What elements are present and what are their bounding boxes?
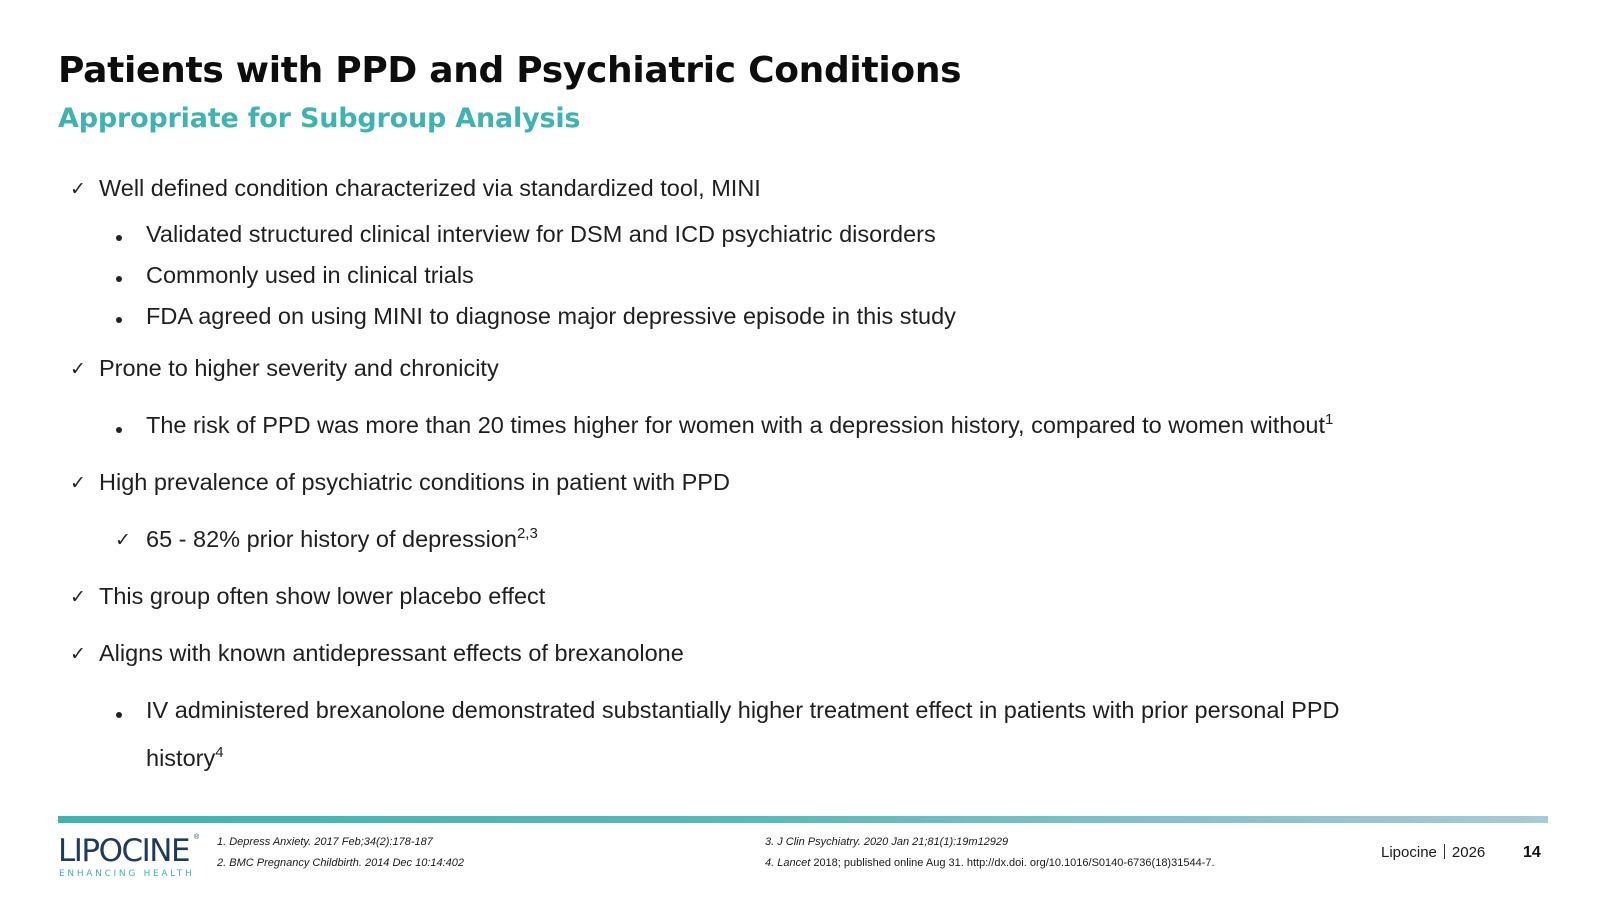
sub-bullet-3-1 [146, 526, 538, 553]
sub-bullet-1-3: FDA agreed on using MINI to diagnose major depressive episode in this study [146, 303, 956, 329]
reference-4 [765, 857, 1215, 869]
check-mark-icon: ✓ [70, 358, 86, 380]
footer-company: Lipocine [1381, 844, 1437, 861]
slide-title: Patients with PPD and Psychiatric Conditions [58, 50, 962, 91]
footer-year: 2026 [1451, 844, 1486, 861]
check-mark-icon: ✓ [115, 529, 131, 551]
bullet-dot-icon [116, 712, 122, 718]
logo-wordmark: LIPOCINE [58, 833, 190, 869]
sub-bullet-5-1-line2 [146, 745, 224, 772]
reference-3: 3. J Clin Psychiatry. 2020 Jan 21;81(1):19m12929 [765, 836, 1009, 848]
footer-divider-bar [58, 816, 1548, 823]
bullet-point-5: Aligns with known antidepressant effects of brexanolone [99, 640, 684, 666]
sub-bullet-5-1-line2-text: history [146, 745, 216, 771]
reference-4-journal: 4. Lancet [765, 857, 811, 869]
sub-bullet-2-1-text: The risk of PPD was more than 20 times higher for women with a depression history, compared to women without [146, 412, 1326, 438]
slide-subtitle: Appropriate for Subgroup Analysis [58, 103, 581, 134]
footnote-ref-2-3: 2,3 [516, 525, 538, 542]
logo-registered-mark: ® [194, 834, 200, 841]
sub-bullet-2-1 [146, 412, 1333, 439]
footnote-ref-4: 4 [215, 744, 224, 761]
bullet-point-2: Prone to higher severity and chronicity [99, 355, 499, 381]
logo-tagline: ENHANCING HEALTH [59, 869, 195, 879]
footer-brand [1381, 844, 1485, 861]
footer-separator [1444, 844, 1445, 859]
reference-4-details: 2018; published online Aug 31. http://dx.doi. org/10.1016/S0140-6736(18)31544-7. [810, 857, 1215, 869]
bullet-dot-icon [116, 235, 122, 241]
company-logo [58, 834, 198, 879]
reference-1: 1. Depress Anxiety. 2017 Feb;34(2):178-187 [217, 836, 433, 848]
bullet-dot-icon [116, 427, 122, 433]
sub-bullet-5-1-line1: IV administered brexanolone demonstrated substantially higher treatment effect in patients with prior personal PPD [146, 697, 1340, 723]
sub-bullet-3-1-text: 65 - 82% prior history of depression [146, 526, 517, 552]
bullet-dot-icon [116, 276, 122, 282]
sub-bullet-1-2: Commonly used in clinical trials [146, 262, 474, 288]
check-mark-icon: ✓ [70, 472, 86, 494]
check-mark-icon: ✓ [70, 178, 86, 200]
page-number: 14 [1523, 844, 1541, 861]
bullet-point-4: This group often show lower placebo effect [99, 583, 546, 609]
reference-2: 2. BMC Pregnancy Childbirth. 2014 Dec 10:14:402 [217, 857, 465, 869]
bullet-dot-icon [116, 317, 122, 323]
check-mark-icon: ✓ [70, 586, 86, 608]
check-mark-icon: ✓ [70, 643, 86, 665]
bullet-point-3: High prevalence of psychiatric conditions in patient with PPD [99, 469, 730, 495]
bullet-point-1: Well defined condition characterized via standardized tool, MINI [99, 175, 761, 201]
footnote-ref-1: 1 [1325, 411, 1334, 428]
sub-bullet-1-1: Validated structured clinical interview for DSM and ICD psychiatric disorders [146, 221, 936, 247]
